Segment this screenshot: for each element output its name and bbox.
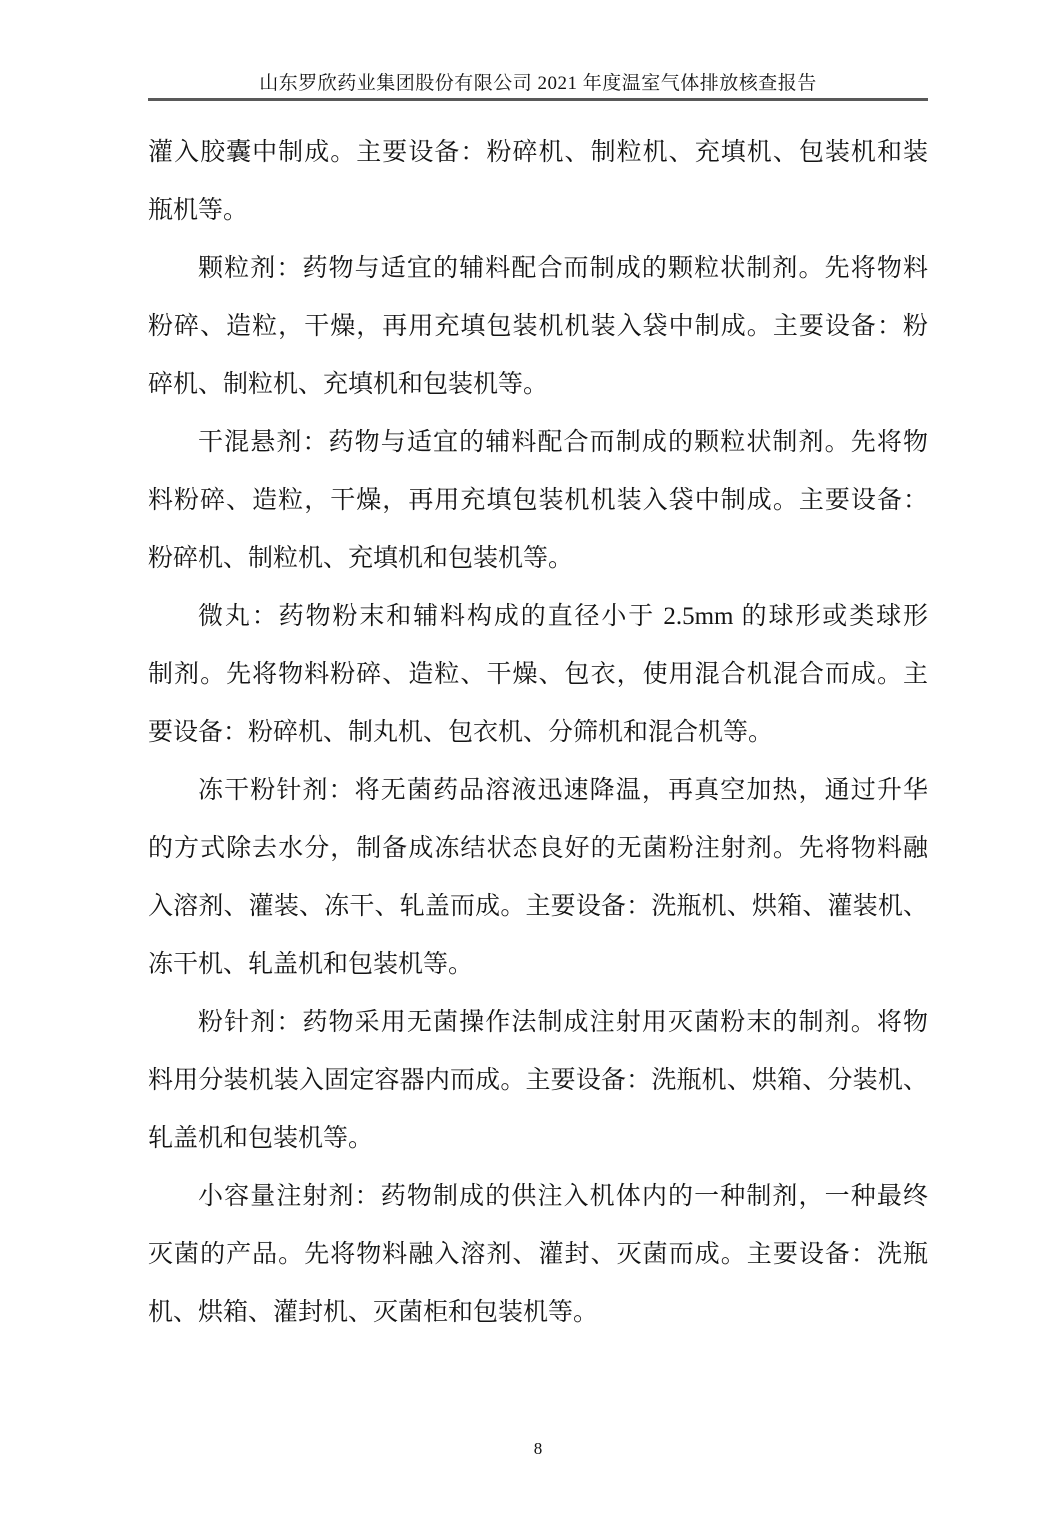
paragraph — [148, 994, 928, 1168]
paragraph — [148, 1168, 928, 1342]
text-line: 制剂。先将物料粉碎、造粒、干燥、包衣，使用混合机混合而成。主 — [148, 661, 928, 688]
paragraph — [148, 762, 928, 994]
text-line: 灌入胶囊中制成。主要设备：粉碎机、制粒机、充填机、包装机和装 — [148, 139, 928, 166]
paragraph — [148, 414, 928, 588]
paragraph — [148, 240, 928, 414]
text-line: 碎机、制粒机、充填机和包装机等。 — [148, 371, 549, 398]
text-line: 颗粒剂：药物与适宜的辅料配合而制成的颗粒状制剂。先将物料 — [198, 255, 928, 282]
text-line: 微丸：药物粉末和辅料构成的直径小于 2.5mm 的球形或类球形 — [198, 603, 928, 630]
text-line: 粉针剂：药物采用无菌操作法制成注射用灭菌粉末的制剂。将物 — [198, 1009, 928, 1036]
text-line: 要设备：粉碎机、制丸机、包衣机、分筛机和混合机等。 — [148, 719, 774, 746]
text-line: 轧盖机和包装机等。 — [148, 1125, 374, 1152]
document-body — [148, 124, 928, 1342]
text-line: 粉碎、造粒，干燥，再用充填包装机机装入袋中制成。主要设备：粉 — [148, 313, 928, 340]
text-line: 机、烘箱、灌封机、灭菌柜和包装机等。 — [148, 1299, 599, 1326]
text-line: 干混悬剂：药物与适宜的辅料配合而制成的颗粒状制剂。先将物 — [198, 429, 928, 456]
header-title: 山东罗欣药业集团股份有限公司 2021 年度温室气体排放核查报告 — [259, 73, 817, 94]
text-line: 瓶机等。 — [148, 197, 249, 224]
text-line: 小容量注射剂：药物制成的供注入机体内的一种制剂，一种最终 — [198, 1183, 928, 1210]
text-line: 粉碎机、制粒机、充填机和包装机等。 — [148, 545, 574, 572]
text-line: 入溶剂、灌装、冻干、轧盖而成。主要设备：洗瓶机、烘箱、灌装机、 — [148, 893, 928, 920]
text-line: 的方式除去水分，制备成冻结状态良好的无菌粉注射剂。先将物料融 — [148, 835, 928, 862]
paragraph — [148, 588, 928, 762]
paragraph — [148, 124, 928, 240]
header-rule — [148, 98, 928, 101]
text-line: 冻干机、轧盖机和包装机等。 — [148, 951, 474, 978]
text-line: 料粉碎、造粒，干燥，再用充填包装机机装入袋中制成。主要设备： — [148, 487, 928, 514]
text-line: 灭菌的产品。先将物料融入溶剂、灌封、灭菌而成。主要设备：洗瓶 — [148, 1241, 928, 1268]
page-number: 8 — [533, 1439, 543, 1458]
text-line: 冻干粉针剂：将无菌药品溶液迅速降温，再真空加热，通过升华 — [198, 777, 928, 804]
text-line: 料用分装机装入固定容器内而成。主要设备：洗瓶机、烘箱、分装机、 — [148, 1067, 928, 1094]
